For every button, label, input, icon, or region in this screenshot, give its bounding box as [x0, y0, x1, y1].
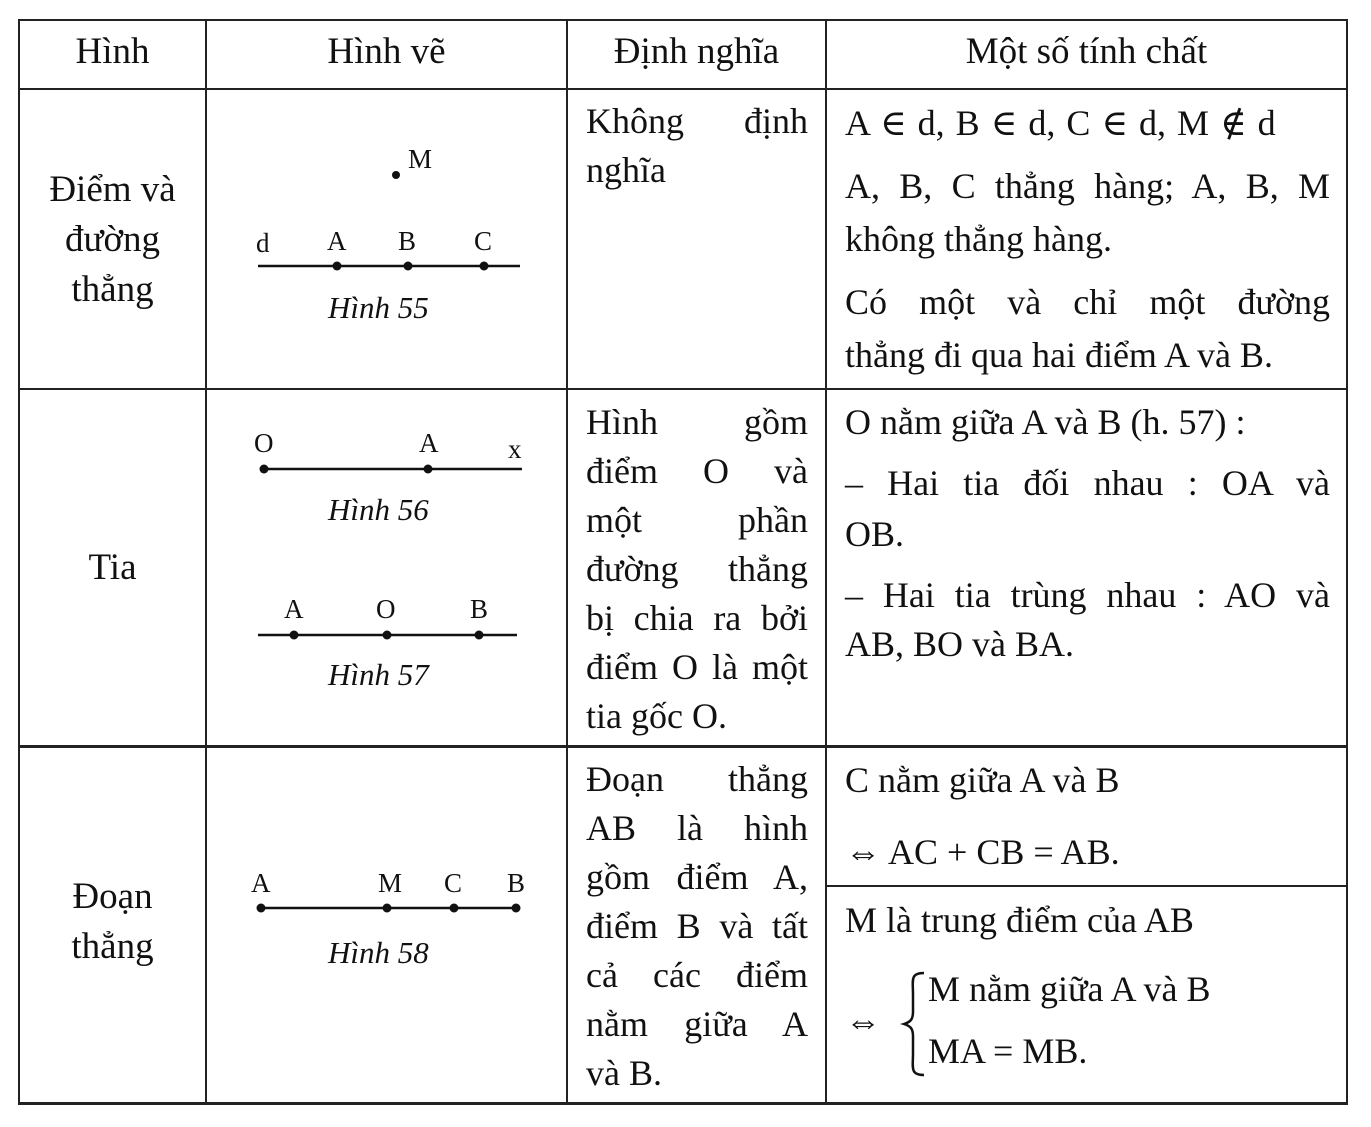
col-rule-3 — [825, 19, 827, 1105]
label-A: A — [327, 226, 347, 256]
col-rule-1 — [205, 19, 207, 1105]
label-C: C — [444, 868, 463, 898]
definition-line: Hình gồm — [586, 402, 808, 442]
row1-name — [20, 165, 205, 315]
header-col-definition: Định nghĩa — [613, 31, 780, 72]
label-O: O — [254, 428, 274, 458]
header-col-shape: Hình — [75, 31, 150, 72]
point-B — [404, 262, 413, 271]
property-midpoint: M là trung điểm của AB — [845, 900, 1194, 940]
point-O — [260, 465, 269, 474]
property-noncollinear: không thẳng hàng. — [845, 219, 1112, 259]
row3-name-line: Đoạn — [72, 876, 153, 917]
definition-line: điểm O là một — [586, 647, 808, 687]
property-c-between: C nằm giữa A và B — [845, 760, 1120, 800]
label-O: O — [376, 594, 396, 624]
label-C: C — [474, 226, 493, 256]
row3-split-rule — [826, 885, 1348, 887]
col-rule-2 — [566, 19, 568, 1105]
label-d: d — [256, 228, 270, 258]
figure-57-caption: Hình 57 — [328, 657, 429, 692]
point-O — [383, 631, 392, 640]
table-bottom-rule — [18, 1102, 1348, 1105]
point-B — [475, 631, 484, 640]
label-A: A — [251, 868, 271, 898]
figure-58-caption: Hình 58 — [328, 935, 429, 970]
definition-line: AB là hình — [586, 808, 808, 848]
label-M: M — [378, 868, 403, 898]
row3-definition — [586, 755, 808, 1098]
row1-name-line: thẳng — [71, 269, 154, 310]
row1-bottom-rule — [18, 388, 1348, 390]
definition-line: một phần — [586, 500, 808, 540]
point-A — [424, 465, 433, 474]
row3-properties-between — [845, 755, 1330, 877]
point-A — [333, 262, 342, 271]
point-C — [480, 262, 489, 271]
point-A — [290, 631, 299, 640]
header-col-properties: Một số tính chất — [965, 31, 1208, 72]
property-between: O nằm giữa A và B (h. 57) : — [845, 402, 1246, 442]
row1-definition — [586, 97, 808, 195]
midpoint-condition-between: M nằm giữa A và B — [928, 969, 1211, 1009]
definition-line: tia gốc O. — [586, 696, 727, 736]
row2-name: Tia — [88, 547, 137, 588]
property-coincident-rays-cont: AB, BO và BA. — [845, 624, 1075, 664]
property-opposite-rays-cont: OB. — [845, 514, 905, 554]
row3-name — [20, 872, 205, 972]
midpoint-condition-equal: MA = MB. — [928, 1031, 1088, 1071]
header-bottom-rule — [18, 88, 1348, 90]
header-col-drawing: Hình vẽ — [327, 31, 446, 72]
label-A: A — [284, 594, 304, 624]
point-B — [512, 904, 521, 913]
definition-line: cả các điểm — [586, 955, 808, 995]
property-coincident-rays: – Hai tia trùng nhau : AO và — [845, 575, 1330, 615]
definition-line: Đoạn thẳng — [586, 759, 808, 799]
definition-line: bị chia ra bởi — [586, 598, 808, 638]
row2-definition — [586, 398, 808, 741]
property-collinear: A, B, C thẳng hàng; A, B, M — [845, 166, 1330, 206]
property-sum-equivalence: ⇔ AC + CB = AB. — [845, 832, 1120, 872]
property-unique-line-cont: thẳng đi qua hai điểm A và B. — [845, 335, 1273, 375]
definition-line: điểm B và tất — [586, 906, 808, 946]
definition-line: gồm điểm A, — [586, 857, 808, 897]
row2-bottom-rule — [18, 745, 1348, 748]
row1-name-line: Điểm và — [49, 169, 176, 210]
table-right-rule — [1346, 19, 1348, 1105]
definition-line: và B. — [586, 1053, 662, 1093]
label-B: B — [398, 226, 417, 256]
point-M — [383, 904, 392, 913]
row1-name-line: đường — [64, 219, 161, 260]
figure-56-caption: Hình 56 — [328, 492, 429, 527]
table-top-rule — [18, 19, 1348, 21]
label-x: x — [508, 434, 522, 464]
definition-line: đường thẳng — [586, 549, 808, 589]
label-A: A — [419, 428, 439, 458]
definition-line: điểm O và — [586, 451, 808, 491]
left-brace — [0, 0, 1, 1]
row3-properties-midpoint — [845, 895, 1330, 945]
point-C — [450, 904, 459, 913]
point-A — [257, 904, 266, 913]
left-brace-path — [904, 973, 924, 1075]
label-B: B — [470, 594, 489, 624]
point-M — [392, 171, 400, 179]
figure-55-caption: Hình 55 — [328, 290, 429, 325]
label-M: M — [408, 144, 433, 174]
property-membership: A ∈ d, B ∈ d, C ∈ d, M ∉ d — [845, 103, 1276, 143]
equivalence-symbol: ⇔ — [845, 1001, 881, 1041]
definition-line: Không định — [586, 101, 808, 141]
definition-line: nghĩa — [586, 150, 666, 190]
definition-line: nằm giữa A — [586, 1004, 808, 1044]
label-B: B — [507, 868, 526, 898]
property-opposite-rays: – Hai tia đối nhau : OA và — [845, 463, 1330, 503]
row3-name-line: thẳng — [71, 926, 154, 967]
property-unique-line: Có một và chỉ một đường — [845, 282, 1330, 322]
